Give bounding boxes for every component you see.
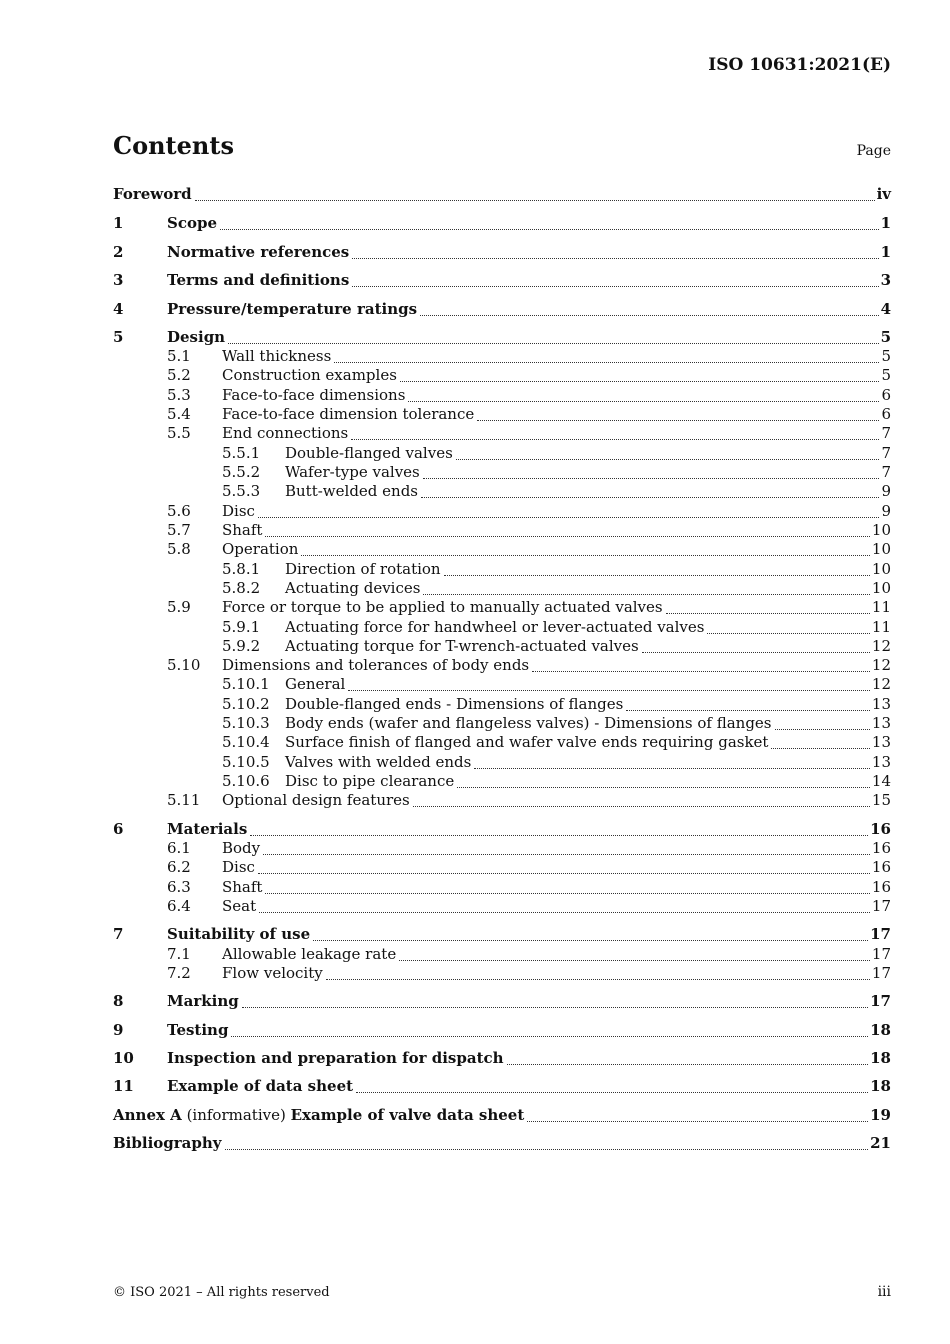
toc-entry[interactable] (113, 328, 891, 348)
toc-leader-dots (666, 613, 870, 614)
toc-entry[interactable] (113, 839, 891, 859)
toc-entry[interactable] (113, 560, 891, 580)
toc-entry-title: Shaft (222, 521, 263, 539)
toc-entry-number: 6.4 (167, 897, 191, 915)
toc-entry-page: 17 (871, 964, 891, 982)
toc-entry-title: Double-flanged valves (285, 444, 453, 462)
toc-entry-number: 7 (113, 925, 124, 943)
toc-entry-title-part: Annex A (113, 1106, 182, 1124)
toc-entry-title: Direction of rotation (285, 560, 441, 578)
toc-entry[interactable] (113, 502, 891, 522)
toc-entry[interactable] (113, 482, 891, 502)
toc-entry[interactable] (113, 656, 891, 676)
toc-entry[interactable] (113, 300, 891, 320)
toc-leader-dots (348, 690, 870, 691)
toc-entry-number: 10 (113, 1049, 134, 1067)
toc-entry-number: 2 (113, 243, 124, 261)
toc-leader-dots (399, 960, 870, 961)
toc-leader-dots (421, 497, 879, 498)
toc-entry-number: 5.8.1 (222, 560, 261, 578)
toc-entry-title: General (285, 675, 346, 693)
toc-leader-dots (228, 343, 878, 344)
toc-entry-title: Actuating force for handwheel or lever-actuated valves (285, 618, 705, 636)
toc-entry-title-part: (informative) (181, 1106, 291, 1124)
toc-entry-page: 16 (871, 858, 891, 876)
toc-entry[interactable] (113, 992, 891, 1012)
toc-entry-number: 5.5.2 (222, 463, 261, 481)
toc-leader-dots (250, 835, 868, 836)
toc-leader-dots (775, 729, 870, 730)
toc-entry-page: 9 (881, 482, 891, 500)
toc-leader-dots (225, 1149, 869, 1150)
toc-leader-dots (420, 315, 879, 316)
toc-entry-page: 13 (871, 753, 891, 771)
toc-entry[interactable] (113, 964, 891, 984)
page-title: Contents (113, 131, 234, 160)
toc-entry[interactable] (113, 271, 891, 291)
toc-entry-number: 5.8 (167, 540, 191, 558)
toc-entry-title-part: Example of valve data sheet (290, 1106, 525, 1124)
toc-entry-title: Actuating devices (285, 579, 421, 597)
toc-entry-number: 8 (113, 992, 124, 1010)
toc-entry-title: Disc to pipe clearance (285, 772, 455, 790)
toc-entry-page: 1 (880, 243, 891, 261)
footer-page-number: iii (877, 1284, 891, 1300)
toc-leader-dots (400, 381, 880, 382)
toc-leader-dots (771, 748, 869, 749)
toc-entry-page: 7 (881, 463, 891, 481)
toc-leader-dots (413, 806, 870, 807)
toc-entry-page: 12 (871, 637, 891, 655)
toc-leader-dots (423, 478, 880, 479)
toc-entry-number: 5.7 (167, 521, 191, 539)
toc-entry-title: Double-flanged ends - Dimensions of flanges (285, 695, 624, 713)
toc-leader-dots (313, 940, 868, 941)
toc-entry[interactable] (113, 1134, 891, 1154)
toc-entry-title: Terms and definitions (167, 271, 350, 289)
toc-entry[interactable] (113, 444, 891, 464)
toc-entry-page: 17 (870, 925, 891, 943)
toc-leader-dots (707, 633, 869, 634)
toc-entry[interactable] (113, 424, 891, 444)
toc-entry[interactable] (113, 695, 891, 715)
toc-entry-number: 5.4 (167, 405, 191, 423)
toc-entry-title: Seat (222, 897, 257, 915)
toc-entry-page: 11 (871, 618, 891, 636)
toc-entry-number: 7.1 (167, 945, 191, 963)
toc-entry-page: 11 (871, 598, 891, 616)
toc-entry-number: 11 (113, 1077, 134, 1095)
toc-entry-page: 16 (870, 820, 891, 838)
toc-entry-number: 6.3 (167, 878, 191, 896)
toc-entry-number: 7.2 (167, 964, 191, 982)
toc-entry[interactable] (113, 1077, 891, 1097)
toc-entry-number: 5 (113, 328, 124, 346)
toc-leader-dots (527, 1121, 868, 1122)
toc-entry[interactable] (113, 1049, 891, 1069)
toc-entry-page: 6 (881, 405, 891, 423)
toc-entry-title: Actuating torque for T-wrench-actuated valves (285, 637, 639, 655)
toc-entry[interactable] (113, 598, 891, 618)
toc-leader-dots (231, 1036, 868, 1037)
toc-entry-page: 13 (871, 695, 891, 713)
toc-leader-dots (326, 979, 870, 980)
toc-entry-title: Dimensions and tolerances of body ends (222, 656, 530, 674)
toc-entry-number: 6 (113, 820, 124, 838)
toc-entry-page: 9 (881, 502, 891, 520)
toc-entry-title: Inspection and preparation for dispatch (167, 1049, 504, 1067)
toc-entry[interactable] (113, 1106, 891, 1126)
toc-entry-page: 18 (870, 1021, 891, 1039)
toc-entry-page: iv (876, 185, 891, 203)
toc-entry-page: 12 (871, 656, 891, 674)
toc-entry-page: 13 (871, 733, 891, 751)
toc-entry[interactable] (113, 463, 891, 483)
toc-entry-number: 5.10.6 (222, 772, 270, 790)
toc-leader-dots (258, 873, 870, 874)
toc-entry-title: Pressure/temperature ratings (167, 300, 418, 318)
toc-leader-dots (626, 710, 870, 711)
toc-entry-title: Surface finish of flanged and wafer valve ends requiring gasket (285, 733, 769, 751)
toc-entry-title: Face-to-face dimensions (222, 386, 406, 404)
toc-entry-page: 1 (880, 214, 891, 232)
toc-entry-number: 5.5.1 (222, 444, 261, 462)
toc-entry[interactable] (113, 386, 891, 406)
toc-entry[interactable] (113, 945, 891, 965)
toc-entry-number: 5.10 (167, 656, 201, 674)
toc-entry-title: Testing (167, 1021, 229, 1039)
toc-entry-page: 10 (871, 560, 891, 578)
toc-leader-dots (477, 420, 879, 421)
toc-entry-page: 6 (881, 386, 891, 404)
toc-entry-page: 4 (880, 300, 891, 318)
toc-entry-title: Normative references (167, 243, 350, 261)
toc-entry-number: 5.10.4 (222, 733, 270, 751)
toc-entry-page: 10 (871, 540, 891, 558)
toc-entry-page: 7 (881, 444, 891, 462)
toc-entry-title: Butt-welded ends (285, 482, 419, 500)
toc-entry-title: Disc (222, 502, 255, 520)
toc-entry-title (113, 1106, 524, 1124)
toc-leader-dots (474, 768, 870, 769)
toc-entry-number: 5.1 (167, 347, 191, 365)
toc-entry-title: Wafer-type valves (285, 463, 420, 481)
toc-entry-number: 5.9 (167, 598, 191, 616)
toc-entry-title: Wall thickness (222, 347, 332, 365)
toc-entry-title: End connections (222, 424, 349, 442)
toc-entry-number: 5.3 (167, 386, 191, 404)
footer-copyright: © ISO 2021 – All rights reserved (113, 1285, 330, 1300)
toc-entry[interactable] (113, 579, 891, 599)
toc-leader-dots (352, 286, 878, 287)
toc-entry-title: Suitability of use (167, 925, 311, 943)
toc-entry-title: Design (167, 328, 226, 346)
toc-entry-number: 5.11 (167, 791, 201, 809)
toc-entry[interactable] (113, 753, 891, 773)
toc-entry-number: 5.6 (167, 502, 191, 520)
toc-leader-dots (507, 1064, 869, 1065)
toc-entry-title: Foreword (113, 185, 192, 203)
toc-leader-dots (220, 229, 879, 230)
document-code: ISO 10631:2021(E) (708, 55, 891, 75)
toc-entry-title: Marking (167, 992, 239, 1010)
toc-entry-page: 10 (871, 521, 891, 539)
toc-entry[interactable] (113, 1021, 891, 1041)
toc-entry-title: Example of data sheet (167, 1077, 354, 1095)
toc-entry-number: 5.10.2 (222, 695, 270, 713)
toc-entry-title: Optional design features (222, 791, 410, 809)
toc-entry-page: 5 (880, 328, 891, 346)
toc-leader-dots (642, 652, 870, 653)
toc-entry[interactable] (113, 878, 891, 898)
toc-entry-page: 16 (871, 878, 891, 896)
toc-entry-number: 5.9.2 (222, 637, 261, 655)
toc-entry-page: 15 (871, 791, 891, 809)
toc-entry-title: Disc (222, 858, 255, 876)
toc-entry-page: 5 (881, 366, 891, 384)
toc-entry[interactable] (113, 521, 891, 541)
toc-entry[interactable] (113, 675, 891, 695)
toc-entry[interactable] (113, 820, 891, 840)
toc-entry-title: Force or torque to be applied to manually actuated valves (222, 598, 663, 616)
toc-leader-dots (259, 912, 870, 913)
toc-entry-title: Body (222, 839, 261, 857)
toc-leader-dots (265, 893, 869, 894)
toc-entry-page: 17 (871, 945, 891, 963)
toc-entry-page: 19 (870, 1106, 891, 1124)
toc-entry[interactable] (113, 925, 891, 945)
toc-entry[interactable] (113, 858, 891, 878)
toc-leader-dots (352, 258, 878, 259)
toc-entry-number: 3 (113, 271, 124, 289)
toc-entry-page: 12 (871, 675, 891, 693)
toc-entry-number: 5.10.5 (222, 753, 270, 771)
toc-entry-number: 4 (113, 300, 124, 318)
toc-entry-title: Flow velocity (222, 964, 323, 982)
toc-entry[interactable] (113, 618, 891, 638)
toc-entry[interactable] (113, 540, 891, 560)
toc-leader-dots (351, 439, 879, 440)
toc-leader-dots (456, 459, 880, 460)
toc-entry-number: 5.8.2 (222, 579, 261, 597)
toc-entry-page: 17 (871, 897, 891, 915)
toc-entry[interactable] (113, 772, 891, 792)
toc-entry-title: Face-to-face dimension tolerance (222, 405, 475, 423)
toc-entry[interactable] (113, 791, 891, 811)
toc-entry-number: 1 (113, 214, 124, 232)
toc-entry[interactable] (113, 733, 891, 753)
toc-entry-page: 21 (870, 1134, 891, 1152)
toc-entry[interactable] (113, 347, 891, 367)
toc-leader-dots (356, 1092, 868, 1093)
toc-entry-page: 10 (871, 579, 891, 597)
toc-leader-dots (532, 671, 870, 672)
toc-entry-page: 18 (870, 1077, 891, 1095)
toc-entry-page: 5 (881, 347, 891, 365)
toc-entry-page: 14 (871, 772, 891, 790)
toc-entry-page: 17 (870, 992, 891, 1010)
toc-leader-dots (265, 536, 869, 537)
toc-entry-title: Allowable leakage rate (222, 945, 397, 963)
page-column-label: Page (856, 143, 891, 159)
toc-entry-page: 18 (870, 1049, 891, 1067)
toc-entry-number: 5.5 (167, 424, 191, 442)
toc-entry-title: Operation (222, 540, 299, 558)
toc-entry-title: Construction examples (222, 366, 397, 384)
toc-entry[interactable] (113, 714, 891, 734)
toc-entry-title: Shaft (222, 878, 263, 896)
toc-leader-dots (408, 401, 879, 402)
toc-entry-page: 3 (880, 271, 891, 289)
toc-entry-page: 16 (871, 839, 891, 857)
toc-entry[interactable] (113, 897, 891, 917)
toc-leader-dots (263, 854, 870, 855)
toc-leader-dots (444, 575, 870, 576)
toc-entry-number: 5.10.3 (222, 714, 270, 732)
toc-entry-number: 6.1 (167, 839, 191, 857)
toc-leader-dots (334, 362, 879, 363)
toc-entry[interactable] (113, 243, 891, 263)
toc-entry[interactable] (113, 405, 891, 425)
toc-entry-number: 5.10.1 (222, 675, 270, 693)
toc-entry-number: 5.2 (167, 366, 191, 384)
toc-entry[interactable] (113, 185, 891, 205)
toc-entry-title: Scope (167, 214, 218, 232)
toc-leader-dots (301, 555, 870, 556)
toc-entry-number: 5.5.3 (222, 482, 261, 500)
toc-entry-title: Body ends (wafer and flangeless valves) - Dimensions of flanges (285, 714, 772, 732)
toc-leader-dots (242, 1007, 868, 1008)
toc-entry[interactable] (113, 366, 891, 386)
toc-leader-dots (423, 594, 869, 595)
toc-entry[interactable] (113, 637, 891, 657)
toc-entry-title: Bibliography (113, 1134, 222, 1152)
toc-entry-title: Materials (167, 820, 248, 838)
toc-entry-page: 13 (871, 714, 891, 732)
toc-entry-title: Valves with welded ends (285, 753, 472, 771)
toc-leader-dots (195, 200, 875, 201)
toc-leader-dots (457, 787, 870, 788)
toc-leader-dots (258, 517, 880, 518)
toc-entry-page: 7 (881, 424, 891, 442)
toc-entry-number: 9 (113, 1021, 124, 1039)
toc-entry[interactable] (113, 214, 891, 234)
toc-entry-number: 5.9.1 (222, 618, 261, 636)
toc-entry-number: 6.2 (167, 858, 191, 876)
